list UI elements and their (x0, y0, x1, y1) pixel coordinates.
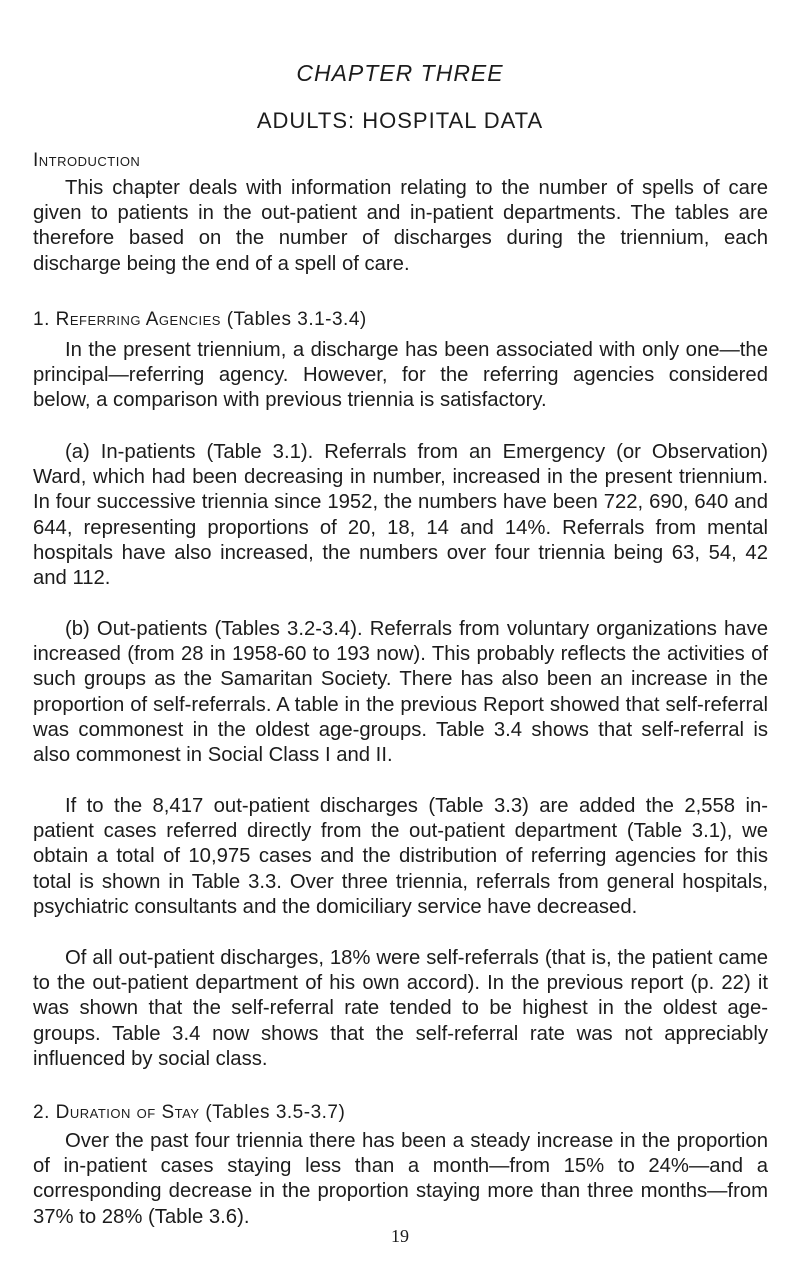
page-number: 19 (391, 1226, 409, 1246)
section1-heading (33, 309, 367, 331)
section1-paragraph-2: (a) In-patients (Table 3.1). Referrals from an Emergency (or Observation) Ward, which had been decreasing in number, increased in the present triennium. In four successive triennia since 1952, the numbers have been 722, 690, 640 and 644, representing proportions of 20, 18, 14 and 14%. Referrals from mental hospitals have also increased, the numbers over four triennia being 63, 54, 42 and 112. (33, 441, 768, 590)
section1-paragraph-3: (b) Out-patients (Tables 3.2-3.4). Referrals from voluntary organizations have increased (from 28 in 1958-60 to 193 now). This probably reflects the activities of such groups as the Samaritan Society. There has also been an increase in the proportion of self-referrals. A table in the previous Report showed that self-referral was commonest in the oldest age-groups. Table 3.4 shows that self-referral is also commonest in Social Class I and II. (33, 618, 768, 767)
section2-heading-label: 2. Duration of Stay (33, 1102, 200, 1123)
page-title: ADULTS: HOSPITAL DATA (256, 108, 544, 133)
section1-paragraph-5: Of all out-patient discharges, 18% were self-referrals (that is, the patient came to the out-patient department of his own accord). In the previous report (p. 22) it was shown that the self-referral rate tended to be highest in the oldest age-groups. Table 3.4 now shows that the self-referral rate was not appreciably influenced by social class. (33, 947, 768, 1070)
intro-heading: Introduction (33, 150, 141, 171)
intro-paragraph: This chapter deals with information relating to the number of spells of care given to patients in the out-patient and in-patient departments. The tables are therefore based on the number of discharges during the triennium, each discharge being the end of a spell of care. (33, 177, 768, 275)
section2-heading (33, 1102, 345, 1124)
section1-paragraph-4: If to the 8,417 out-patient discharges (Table 3.3) are added the 2,558 in-patient cases referred directly from the out-patient department (Table 3.1), we obtain a total of 10,975 cases and the distribution of referring agencies for this total is shown in Table 3.3. Over three triennia, referrals from general hospitals, psychiatric consultants and the domiciliary service have decreased. (33, 795, 768, 918)
section1-paragraph-1: In the present triennium, a discharge has been associated with only one—the principal—referring agency. However, for the referring agencies considered below, a comparison with previous triennia is satisfactory. (33, 339, 768, 412)
section2-heading-tables: (Tables 3.5-3.7) (205, 1102, 346, 1123)
section1-heading-tables: (Tables 3.1-3.4) (226, 309, 367, 330)
chapter-heading: CHAPTER THREE (296, 60, 504, 86)
section1-heading-label: 1. Referring Agencies (33, 309, 221, 330)
section2-paragraph-1: Over the past four triennia there has been a steady increase in the proportion of in-patient cases staying less than a month—from 15% to 24%—and a corresponding decrease in the proportion staying more than three months—from 37% to 28% (Table 3.6). (33, 1130, 768, 1228)
